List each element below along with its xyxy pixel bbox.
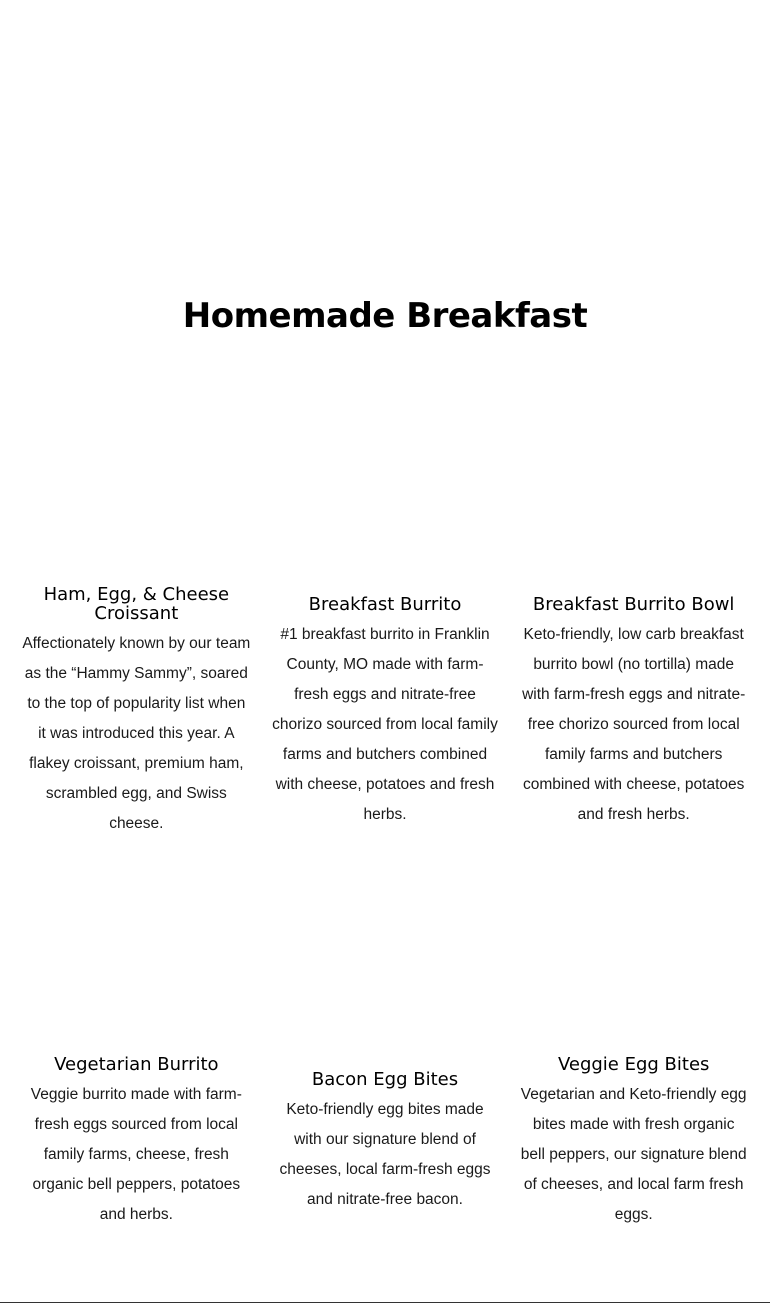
menu-item-ham-egg-cheese-croissant [12, 585, 261, 839]
menu-item-name: Vegetarian Burrito [54, 1053, 219, 1075]
menu-item-name: Breakfast Burrito [308, 593, 462, 615]
menu-item-description: Veggie burrito made with farm-fresh eggs sourced from local family farms, cheese, fresh organic bell peppers, potatoes and herbs. [30, 1085, 242, 1223]
menu-item-veggie-egg-bites [509, 1055, 758, 1230]
menu-item-breakfast-burrito [261, 595, 510, 830]
menu-item-name: Ham, Egg, & Cheese Croissant [43, 584, 230, 624]
menu-item-name: Bacon Egg Bites [311, 1068, 459, 1090]
menu-item-name: Breakfast Burrito Bowl [532, 593, 735, 615]
menu-item-description: Keto-friendly, low carb breakfast burrito bowl (no tortilla) made with farm-fresh eggs and nitrate-free chorizo sourced from local family farms and butchers combined with cheese, potatoes and fresh herbs. [522, 625, 746, 823]
menu-item-description: Vegetarian and Keto-friendly egg bites made with fresh organic bell peppers, our signature blend of cheeses, and local farm fresh eggs. [520, 1085, 747, 1223]
menu-row [12, 1052, 758, 1232]
menu-item-description: #1 breakfast burrito in Franklin County, MO made with farm-fresh eggs and nitrate-free chorizo sourced from local family farms and butchers combined with cheese, potatoes and fresh herbs. [272, 625, 498, 823]
menu-item-name: Veggie Egg Bites [557, 1053, 710, 1075]
menu-row [12, 570, 758, 854]
bottom-divider [0, 1302, 770, 1303]
menu-item-breakfast-burrito-bowl [509, 595, 758, 830]
menu-item-description: Affectionately known by our team as the “Hammy Sammy”, soared to the top of popularity list when it was introduced this year. A flakey croissant, premium ham, scrambled egg, and Swiss cheese. [22, 635, 251, 832]
page-title: Homemade Breakfast [182, 296, 588, 336]
menu-item-description: Keto-friendly egg bites made with our signature blend of cheeses, local farm-fresh eggs and nitrate-free bacon. [279, 1100, 491, 1208]
menu-item-vegetarian-burrito [12, 1055, 261, 1230]
menu-item-bacon-egg-bites [261, 1070, 510, 1215]
